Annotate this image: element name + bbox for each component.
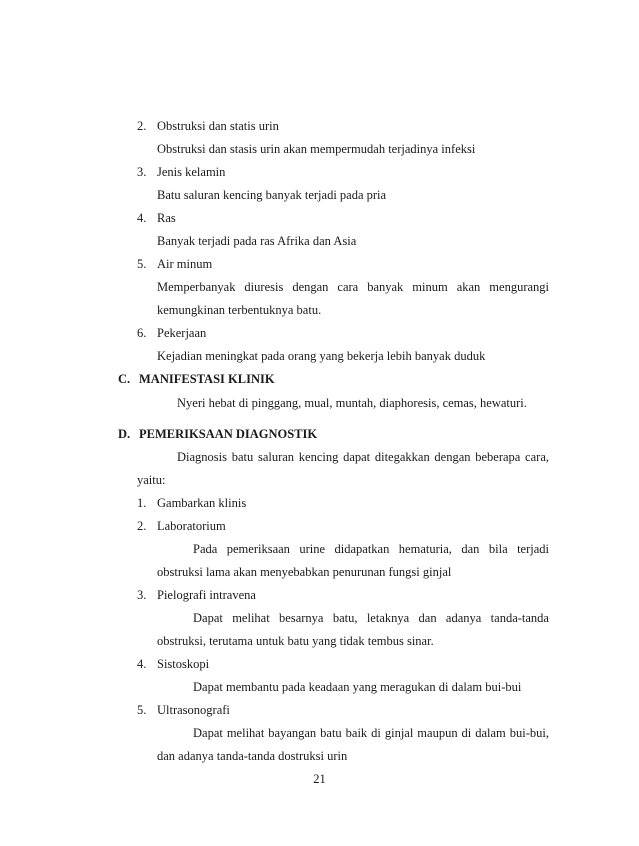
section-paragraph: Diagnosis batu saluran kencing dapat ditegakkan dengan beberapa cara, (177, 450, 549, 464)
list-item-body: Banyak terjadi pada ras Afrika dan Asia (157, 234, 357, 248)
list-item-number: 3. (137, 165, 147, 179)
list-item-number: 1. (137, 496, 147, 510)
list-item-title: Laboratorium (157, 519, 226, 533)
section-label: C. (118, 372, 131, 386)
list-item-number: 4. (137, 657, 147, 671)
section-heading: MANIFESTASI KLINIK (139, 372, 275, 386)
list-item-number: 6. (137, 326, 147, 340)
list-item-title: Ultrasonografi (157, 703, 230, 717)
list-item-body: dan adanya tanda-tanda dostruksi urin (157, 749, 348, 763)
list-item-title: Gambarkan klinis (157, 496, 247, 510)
list-item-body: Batu saluran kencing banyak terjadi pada pria (157, 188, 387, 202)
list-item-title: Pielografi intravena (157, 588, 256, 602)
list-item-number: 5. (137, 257, 147, 271)
list-item-body: Dapat melihat bayangan batu baik di ginjal maupun di dalam bui-bui, (193, 726, 549, 740)
list-item-body: Dapat melihat besarnya batu, letaknya dan adanya tanda-tanda (193, 611, 549, 625)
list-item-title: Ras (157, 211, 176, 225)
list-item-number: 3. (137, 588, 147, 602)
list-item-body: obstruksi, terutama untuk batu yang tidak tembus sinar. (157, 634, 434, 648)
list-item-body: Memperbanyak diuresis dengan cara banyak minum akan mengurangi (157, 280, 549, 294)
list-item-number: 2. (137, 519, 147, 533)
list-item-body: Obstruksi dan stasis urin akan mempermudah terjadinya infeksi (157, 142, 476, 156)
list-item-title: Pekerjaan (157, 326, 207, 340)
list-item-title: Sistoskopi (157, 657, 210, 671)
list-item-body: Pada pemeriksaan urine didapatkan hematuria, dan bila terjadi (193, 542, 549, 556)
list-item-title: Obstruksi dan statis urin (157, 119, 279, 133)
section-paragraph: yaitu: (137, 473, 166, 487)
section-paragraph: Nyeri hebat di pinggang, mual, muntah, diaphoresis, cemas, hewaturi. (177, 396, 527, 410)
list-item-title: Air minum (157, 257, 213, 271)
section-heading: PEMERIKSAAN DIAGNOSTIK (139, 427, 318, 441)
list-item-number: 5. (137, 703, 147, 717)
list-item-number: 4. (137, 211, 147, 225)
page-number: 21 (313, 772, 326, 786)
list-item-title: Jenis kelamin (157, 165, 226, 179)
list-item-body: Dapat membantu pada keadaan yang meragukan di dalam bui-bui (193, 680, 522, 694)
list-item-body: kemungkinan terbentuknya batu. (157, 303, 322, 317)
list-item-body: Kejadian meningkat pada orang yang bekerja lebih banyak duduk (157, 349, 486, 363)
list-item-number: 2. (137, 119, 147, 133)
section-label: D. (118, 427, 131, 441)
list-item-body: obstruksi lama akan menyebabkan penurunan fungsi ginjal (157, 565, 452, 579)
